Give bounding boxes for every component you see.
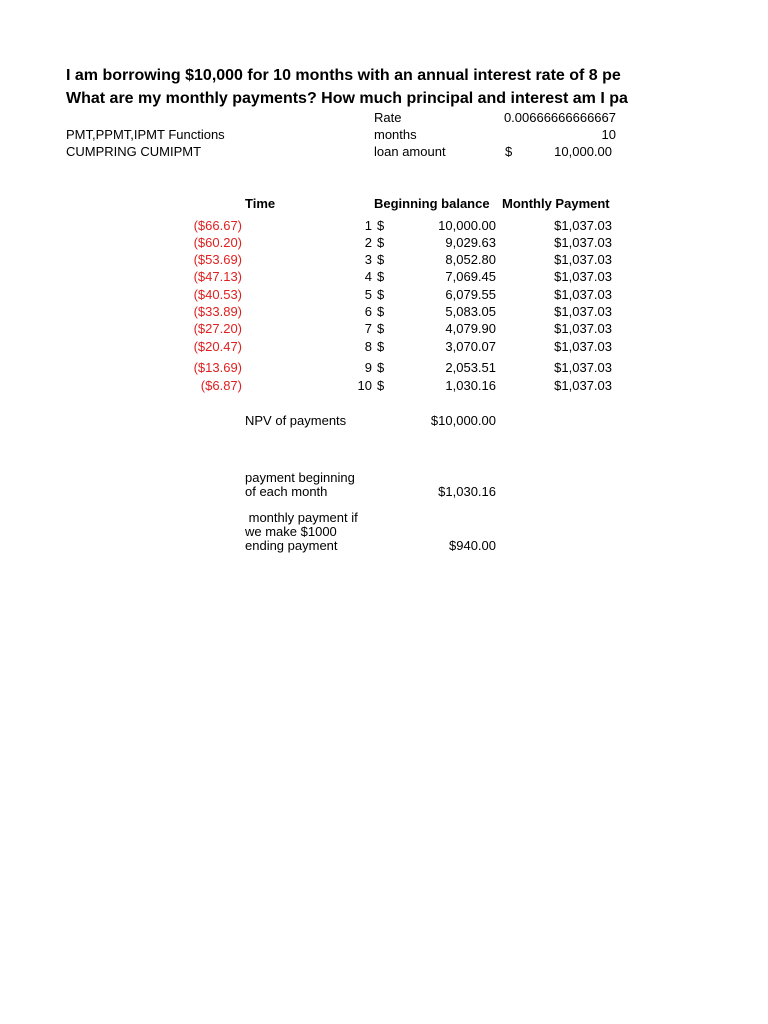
row-balance: 9,029.63 — [445, 235, 496, 250]
begin-payment-label-1: payment beginning — [245, 470, 355, 485]
end-payment-value: $940.00 — [449, 538, 496, 553]
row-currency: $ — [377, 218, 385, 233]
row-payment: $1,037.03 — [554, 304, 612, 319]
row-payment: $1,037.03 — [554, 287, 612, 302]
row-time: 6 — [364, 304, 372, 319]
row-payment: $1,037.03 — [554, 235, 612, 250]
row-balance: 7,069.45 — [445, 269, 496, 284]
header-monthly-payment: Monthly Payment — [502, 196, 610, 211]
row-time: 8 — [364, 339, 372, 354]
row-payment: $1,037.03 — [554, 218, 612, 233]
row-interest: ($53.69) — [193, 252, 242, 267]
row-interest: ($20.47) — [193, 339, 242, 354]
end-payment-label-1: monthly payment if — [245, 510, 358, 525]
loan-amount-label: loan amount — [374, 144, 446, 159]
row-currency: $ — [377, 339, 385, 354]
row-payment: $1,037.03 — [554, 378, 612, 393]
row-interest: ($27.20) — [193, 321, 242, 336]
row-time: 5 — [364, 287, 372, 302]
row-time: 10 — [357, 378, 372, 393]
row-payment: $1,037.03 — [554, 339, 612, 354]
header-beginning-balance: Beginning balance — [374, 196, 490, 211]
row-currency: $ — [377, 378, 385, 393]
row-time: 3 — [364, 252, 372, 267]
end-payment-label-3: ending payment — [245, 538, 338, 553]
begin-payment-value: $1,030.16 — [438, 484, 496, 499]
row-interest: ($6.87) — [200, 378, 242, 393]
npv-value: $10,000.00 — [430, 413, 496, 428]
months-value: 10 — [601, 127, 616, 142]
row-interest: ($33.89) — [193, 304, 242, 319]
row-balance: 8,052.80 — [445, 252, 496, 267]
row-time: 7 — [364, 321, 372, 336]
rate-label: Rate — [374, 110, 402, 125]
functions-note-2: CUMPRING CUMIPMT — [66, 144, 202, 159]
row-currency: $ — [377, 360, 385, 375]
begin-payment-label-2: of each month — [245, 484, 328, 499]
row-balance: 2,053.51 — [445, 360, 496, 375]
months-label: months — [374, 127, 417, 142]
title-line-1: I am borrowing $10,000 for 10 months with an annual interest rate of 8 pe — [66, 67, 621, 84]
header-time: Time — [245, 196, 276, 211]
row-time: 1 — [364, 218, 372, 233]
row-currency: $ — [377, 235, 385, 250]
row-balance: 6,079.55 — [445, 287, 496, 302]
row-time: 9 — [364, 360, 372, 375]
row-interest: ($60.20) — [193, 235, 242, 250]
row-currency: $ — [377, 321, 385, 336]
row-time: 4 — [364, 269, 372, 284]
row-payment: $1,037.03 — [554, 252, 612, 267]
row-currency: $ — [377, 287, 385, 302]
row-interest: ($66.67) — [193, 218, 242, 233]
row-interest: ($13.69) — [193, 360, 242, 375]
row-interest: ($47.13) — [193, 269, 242, 284]
row-interest: ($40.53) — [193, 287, 242, 302]
row-balance: 10,000.00 — [438, 218, 496, 233]
rate-value: 0.00666666666667 — [503, 110, 616, 125]
row-currency: $ — [377, 269, 385, 284]
row-payment: $1,037.03 — [554, 321, 612, 336]
row-payment: $1,037.03 — [554, 360, 612, 375]
loan-currency: $ — [505, 144, 513, 159]
row-payment: $1,037.03 — [554, 269, 612, 284]
row-currency: $ — [377, 252, 385, 267]
functions-note-1: PMT,PPMT,IPMT Functions — [66, 127, 225, 142]
end-payment-label-2: we make $1000 — [245, 524, 337, 539]
npv-label: NPV of payments — [245, 413, 347, 428]
title-line-2: What are my monthly payments? How much principal and interest am I pa — [66, 90, 628, 107]
row-balance: 5,083.05 — [445, 304, 496, 319]
row-time: 2 — [364, 235, 372, 250]
row-currency: $ — [377, 304, 385, 319]
loan-amount-value: 10,000.00 — [554, 144, 612, 159]
row-balance: 3,070.07 — [445, 339, 496, 354]
row-balance: 4,079.90 — [445, 321, 496, 336]
row-balance: 1,030.16 — [445, 378, 496, 393]
